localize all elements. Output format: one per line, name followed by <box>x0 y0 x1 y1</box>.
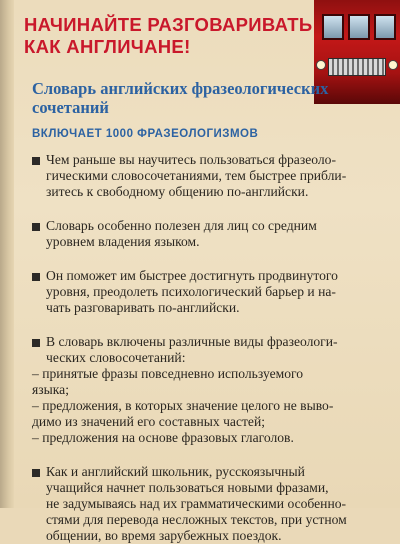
bullet-square-icon <box>32 339 40 347</box>
paragraph <box>32 464 398 544</box>
paragraph-line: гическими словосочетаниями, тем быстрее прибли- <box>46 168 347 183</box>
paragraph-line: Он поможет им быстрее достигнуть продвинутого <box>46 268 338 283</box>
book-back-cover <box>14 0 400 543</box>
book-title <box>32 79 398 117</box>
paragraph-line: общении, во время зарубежных поездок. <box>46 528 282 543</box>
headline <box>24 14 314 58</box>
paragraph-line: учащийся начнет пользоваться новыми фразами, <box>46 480 329 495</box>
paragraph-line: стями для перевода несложных текстов, при устном <box>46 512 347 527</box>
paragraph <box>32 268 398 316</box>
bus-headlamp <box>388 60 398 70</box>
bus-headlamp <box>316 60 326 70</box>
list-item-line: димо из значений его составных частей; <box>32 414 266 429</box>
paragraph-line: ческих словосочетаний: <box>46 350 186 365</box>
paragraph-line: чать разговаривать по-английски. <box>46 300 240 315</box>
bullet-square-icon <box>32 157 40 165</box>
paragraph-line: Словарь особенно полезен для лиц со средним <box>46 218 317 233</box>
paragraph <box>32 334 398 446</box>
bus-window <box>322 14 344 40</box>
headline-line: НАЧИНАЙТЕ РАЗГОВАРИВАТЬ <box>24 14 313 35</box>
book-spine-edge <box>0 0 14 508</box>
bullet-square-icon <box>32 469 40 477</box>
bus-window <box>348 14 370 40</box>
paragraph-line: Как и английский школьник, русскоязычный <box>46 464 305 479</box>
paragraph <box>32 218 398 250</box>
paragraph-line: уровнем владения языком. <box>46 234 200 249</box>
description-body <box>32 150 398 544</box>
bus-window <box>374 14 396 40</box>
paragraph-line: уровня, преодолеть психологический барьер и на- <box>46 284 336 299</box>
list-item-line: – принятые фразы повседневно используемого <box>32 366 304 381</box>
paragraph-line: зитесь к свободному общению по-английски. <box>46 184 309 199</box>
title-line: сочетаний <box>32 98 109 117</box>
paragraph-line: не задумываясь над их грамматическими особенно- <box>46 496 347 511</box>
bullet-square-icon <box>32 273 40 281</box>
subtitle: ВКЛЮЧАЕТ 1000 ФРАЗЕОЛОГИЗМОВ <box>32 128 259 140</box>
bus-grille <box>328 58 386 76</box>
paragraph-line: Чем раньше вы научитесь пользоваться фразеоло- <box>46 152 336 167</box>
list-item-line: языка; <box>32 382 69 397</box>
bullet-square-icon <box>32 223 40 231</box>
paragraph-line: В словарь включены различные виды фразеологи- <box>46 334 338 349</box>
paragraph <box>32 152 398 200</box>
title-line: Словарь английских фразеологических <box>32 79 329 98</box>
list-item-line: – предложения, в которых значение целого не выво- <box>32 398 334 413</box>
list-item-line: – предложения на основе фразовых глаголов. <box>32 430 294 445</box>
headline-line: КАК АНГЛИЧАНЕ! <box>24 36 191 57</box>
